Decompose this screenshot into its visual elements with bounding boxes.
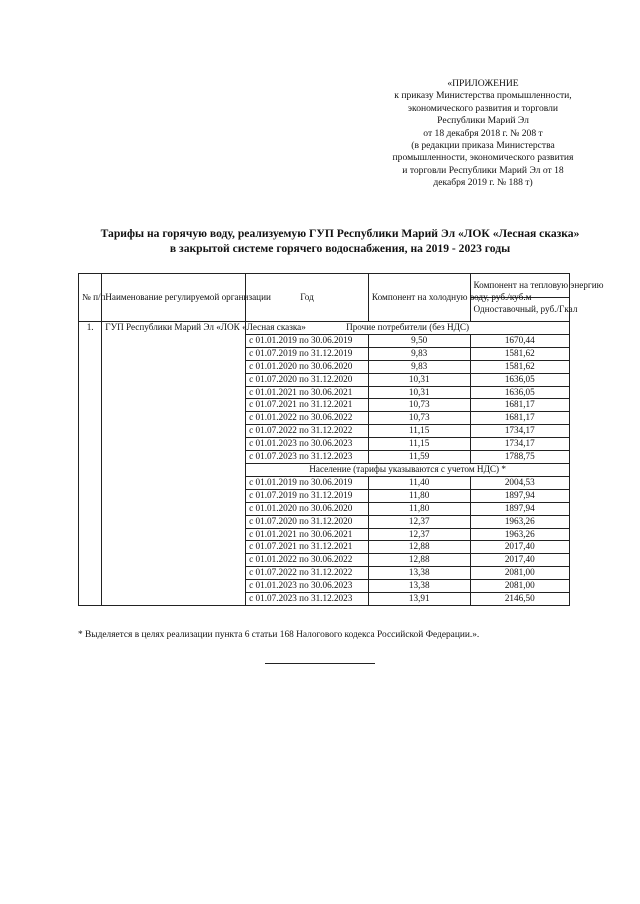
document-title bbox=[60, 226, 620, 256]
heat-energy-cell: 1681,17 bbox=[470, 399, 570, 412]
period-cell: с 01.07.2019 по 31.12.2019 bbox=[246, 489, 369, 502]
appendix-block bbox=[368, 78, 598, 190]
cold-water-cell: 11,40 bbox=[368, 476, 470, 489]
period-cell: с 01.07.2022 по 31.12.2022 bbox=[246, 567, 369, 580]
period-cell: с 01.01.2022 по 30.06.2022 bbox=[246, 412, 369, 425]
heat-energy-cell: 2081,00 bbox=[470, 567, 570, 580]
period-cell: с 01.01.2020 по 30.06.2020 bbox=[246, 360, 369, 373]
header-heat-single-rate: Одноставочный, руб./Гкал bbox=[470, 298, 570, 322]
appendix-line: экономического развития и торговли bbox=[407, 102, 559, 114]
footnote: * Выделяется в целях реализации пункта 6 статьи 168 Налогового кодекса Российской Федерации.». bbox=[78, 630, 480, 640]
consumer-category: Прочие потребители (без НДС) bbox=[246, 322, 570, 335]
title-line-1: Тарифы на горячую воду, реализуемую ГУП Республики Марий Эл «ЛОК «Лесная сказка» bbox=[100, 227, 580, 240]
period-cell: с 01.07.2023 по 31.12.2023 bbox=[246, 451, 369, 464]
header-heat-energy: Компонент на тепловую энергию bbox=[470, 274, 570, 298]
tariff-table bbox=[78, 273, 604, 606]
organization-name: ГУП Республики Марий Эл «ЛОК «Лесная сказка» bbox=[102, 322, 246, 606]
cold-water-cell: 10,73 bbox=[368, 412, 470, 425]
title-line-2: в закрытой системе горячего водоснабжения, на 2019 - 2023 годы bbox=[169, 242, 511, 255]
period-cell: с 01.07.2023 по 31.12.2023 bbox=[246, 593, 369, 606]
appendix-line: от 18 декабря 2018 г. № 208 т bbox=[423, 127, 543, 139]
cold-water-cell: 10,73 bbox=[368, 399, 470, 412]
period-cell: с 01.07.2019 по 31.12.2019 bbox=[246, 347, 369, 360]
heat-energy-cell: 2146,50 bbox=[470, 593, 570, 606]
cold-water-cell: 13,38 bbox=[368, 567, 470, 580]
cold-water-cell: 12,37 bbox=[368, 515, 470, 528]
period-cell: с 01.01.2019 по 30.06.2019 bbox=[246, 334, 369, 347]
heat-energy-cell: 1636,05 bbox=[470, 386, 570, 399]
heat-energy-cell: 1734,17 bbox=[470, 438, 570, 451]
heat-energy-cell: 1581,62 bbox=[470, 347, 570, 360]
header-period: Год bbox=[246, 274, 369, 322]
period-cell: с 01.07.2022 по 31.12.2022 bbox=[246, 425, 369, 438]
period-cell: с 01.01.2021 по 30.06.2021 bbox=[246, 386, 369, 399]
heat-energy-cell: 1897,94 bbox=[470, 489, 570, 502]
cold-water-cell: 11,59 bbox=[368, 451, 470, 464]
appendix-line: (в редакции приказа Министерства bbox=[411, 140, 555, 152]
heat-energy-cell: 2004,53 bbox=[470, 476, 570, 489]
heat-energy-cell: 1670,44 bbox=[470, 334, 570, 347]
period-cell: с 01.07.2021 по 31.12.2021 bbox=[246, 399, 369, 412]
cold-water-cell: 12,88 bbox=[368, 554, 470, 567]
cold-water-cell: 9,83 bbox=[368, 347, 470, 360]
appendix-line: «ПРИЛОЖЕНИЕ bbox=[447, 78, 519, 89]
heat-energy-cell: 2017,40 bbox=[470, 541, 570, 554]
cold-water-cell: 13,38 bbox=[368, 580, 470, 593]
appendix-line: Республики Марий Эл bbox=[437, 115, 529, 127]
header-cold-water: Компонент на холодную воду, руб./куб.м bbox=[368, 274, 470, 322]
period-cell: с 01.01.2023 по 30.06.2023 bbox=[246, 580, 369, 593]
heat-energy-cell: 1788,75 bbox=[470, 451, 570, 464]
cold-water-cell: 9,83 bbox=[368, 360, 470, 373]
header-organization: Наименование регулируемой организации bbox=[102, 274, 246, 322]
period-cell: с 01.07.2020 по 31.12.2020 bbox=[246, 373, 369, 386]
consumer-category: Население (тарифы указываются с учетом НДС) * bbox=[246, 463, 570, 476]
period-cell: с 01.07.2020 по 31.12.2020 bbox=[246, 515, 369, 528]
period-cell: с 01.01.2021 по 30.06.2021 bbox=[246, 528, 369, 541]
cold-water-cell: 9,50 bbox=[368, 334, 470, 347]
cold-water-cell: 11,15 bbox=[368, 438, 470, 451]
heat-energy-cell: 1636,05 bbox=[470, 373, 570, 386]
cold-water-cell: 13,91 bbox=[368, 593, 470, 606]
period-cell: с 01.01.2020 по 30.06.2020 bbox=[246, 502, 369, 515]
cold-water-cell: 11,15 bbox=[368, 425, 470, 438]
row-number: 1. bbox=[79, 322, 102, 606]
category-row bbox=[79, 322, 570, 335]
appendix-line: промышленности, экономического развития bbox=[392, 152, 574, 164]
header-number: № п/п bbox=[79, 274, 102, 322]
cold-water-cell: 10,31 bbox=[368, 373, 470, 386]
appendix-line: и торговли Республики Марий Эл от 18 bbox=[402, 164, 564, 176]
closing-rule bbox=[265, 663, 375, 664]
heat-energy-cell: 1963,26 bbox=[470, 528, 570, 541]
heat-energy-cell: 1681,17 bbox=[470, 412, 570, 425]
period-cell: с 01.01.2019 по 30.06.2019 bbox=[246, 476, 369, 489]
tariff-table-body bbox=[79, 322, 570, 606]
heat-energy-cell: 1963,26 bbox=[470, 515, 570, 528]
heat-energy-cell: 2017,40 bbox=[470, 554, 570, 567]
cold-water-cell: 10,31 bbox=[368, 386, 470, 399]
heat-energy-cell: 1734,17 bbox=[470, 425, 570, 438]
appendix-line: декабря 2019 г. № 188 т) bbox=[433, 177, 533, 189]
heat-energy-cell: 1897,94 bbox=[470, 502, 570, 515]
period-cell: с 01.01.2023 по 30.06.2023 bbox=[246, 438, 369, 451]
period-cell: с 01.07.2021 по 31.12.2021 bbox=[246, 541, 369, 554]
appendix-line: к приказу Министерства промышленности, bbox=[394, 90, 572, 102]
heat-energy-cell: 1581,62 bbox=[470, 360, 570, 373]
cold-water-cell: 11,80 bbox=[368, 489, 470, 502]
period-cell: с 01.01.2022 по 30.06.2022 bbox=[246, 554, 369, 567]
cold-water-cell: 12,88 bbox=[368, 541, 470, 554]
cold-water-cell: 11,80 bbox=[368, 502, 470, 515]
cold-water-cell: 12,37 bbox=[368, 528, 470, 541]
heat-energy-cell: 2081,00 bbox=[470, 580, 570, 593]
